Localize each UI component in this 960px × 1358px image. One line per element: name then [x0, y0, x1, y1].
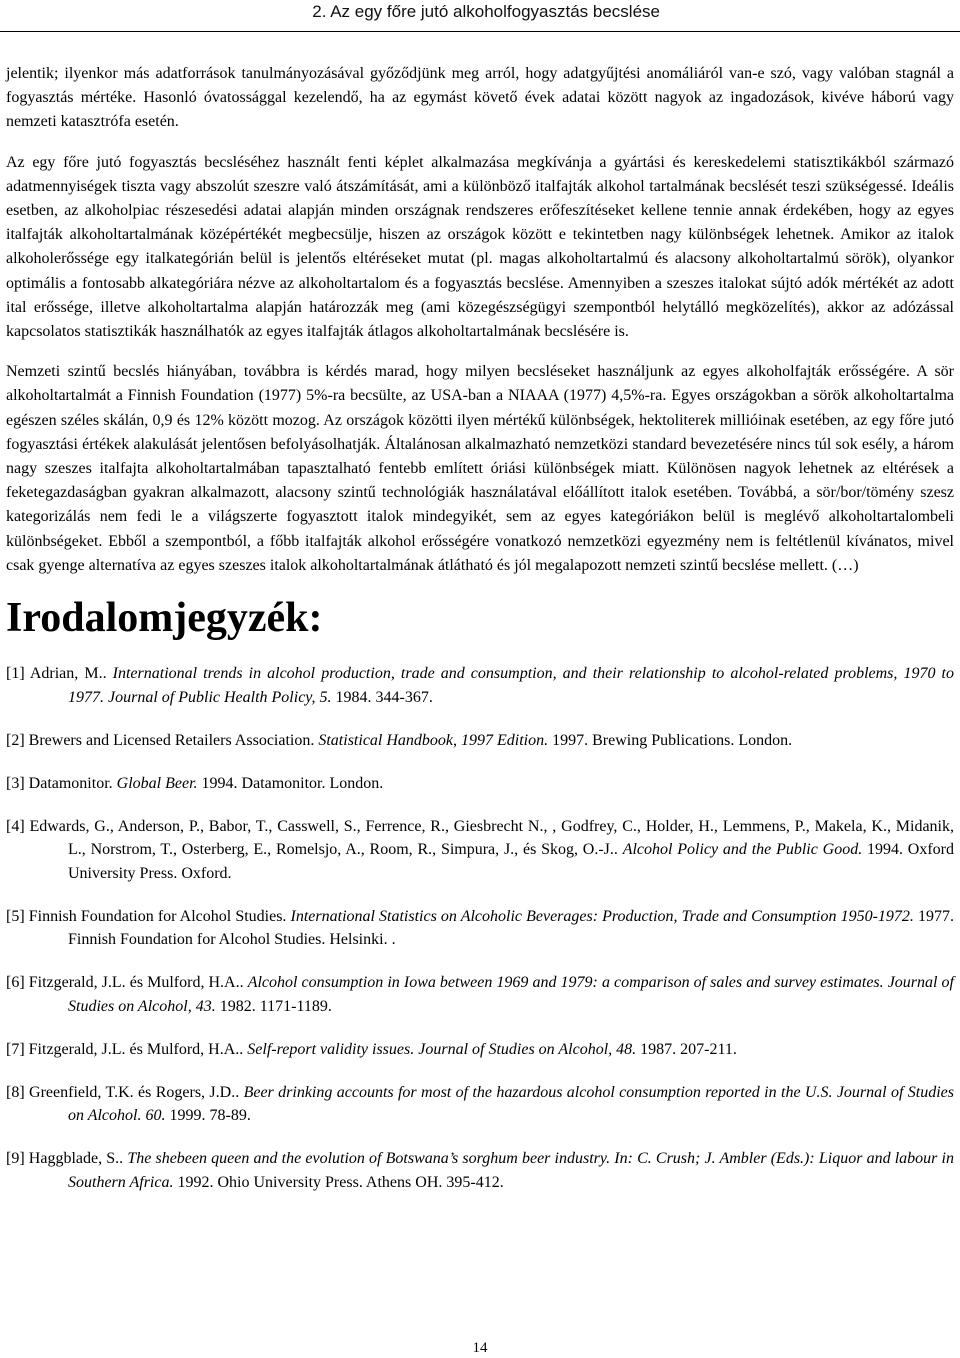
reference-authors: [1] Adrian, M..	[6, 665, 113, 683]
page-header	[0, 0, 960, 36]
reference-authors: [7] Fitzgerald, J.L. és Mulford, H.A..	[6, 1040, 248, 1058]
reference-item	[6, 1038, 954, 1062]
running-header-title: 2. Az egy főre jutó alkoholfogyasztás becslése	[312, 2, 660, 21]
reference-publication: 1987. 207-211.	[636, 1040, 737, 1058]
reference-title: The shebeen queen and the evolution of Botswana’s sorghum beer industry. In: C. Crush; J. Ambler (Eds.): Liquor and labour in Southern Africa.	[68, 1150, 955, 1191]
reference-title: Statistical Handbook, 1997 Edition.	[318, 731, 549, 749]
paragraph-1: jelentik; ilyenkor más adatforrások tanulmányozásával győződjünk meg arról, hogy adatgyűjtési anomáliáról van-e szó, vagy valóban stagnál a fogyasztás mértéke. Hasonló óvatossággal kezelendő, ha az egymást követő évek adatai között nagyok az ingadozások, kivéve háború vagy nemzeti katasztrófa esetén.	[6, 65, 954, 131]
reference-list	[6, 662, 954, 1194]
reference-publication: 1999. 78-89.	[165, 1107, 251, 1125]
reference-authors: [4] Edwards, G., Anderson, P., Babor, T., Casswell, S., Ferrence, R., Giesbrecht N., , Godfrey, C., Holder, H., Lemmens, P., Makela, K., Midanik, L., Norstrom, T., Osterberg, E., Romelsjo, A., Room, R., Simpura, J., és Skog, O.-J..	[6, 817, 954, 859]
reference-title: Self-report validity issues. Journal of Studies on Alcohol, 48.	[247, 1040, 637, 1058]
reference-publication: 1997. Brewing Publications. London.	[548, 731, 793, 749]
reference-item	[6, 662, 954, 709]
reference-publication: 1994. Oxford University Press. Oxford.	[68, 841, 954, 882]
document-body	[6, 62, 954, 1214]
reference-item	[6, 1081, 954, 1128]
reference-item	[6, 971, 954, 1018]
reference-authors: [8] Greenfield, T.K. és Rogers, J.D..	[6, 1083, 244, 1101]
header-divider	[0, 31, 960, 32]
reference-title: International Statistics on Alcoholic Beverages: Production, Trade and Consumption 1950-1972.	[290, 907, 914, 925]
reference-authors: [6] Fitzgerald, J.L. és Mulford, H.A..	[6, 974, 248, 992]
reference-publication: 1982. 1171-1189.	[215, 997, 332, 1015]
page-number: 14	[472, 1340, 488, 1356]
reference-publication: 1984. 344-367.	[331, 688, 433, 706]
reference-authors: [9] Haggblade, S..	[6, 1150, 128, 1168]
reference-authors: [5] Finnish Foundation for Alcohol Studies.	[6, 907, 291, 925]
reference-title: Beer drinking accounts for most of the hazardous alcohol consumption reported in the U.S. Journal of Studies on Alcohol. 60.	[68, 1083, 955, 1125]
reference-publication: 1977. Finnish Foundation for Alcohol Studies. Helsinki. .	[68, 907, 954, 949]
reference-item	[6, 1147, 954, 1194]
reference-item	[6, 815, 954, 886]
paragraph-3: Nemzeti szintű becslés hiányában, továbbra is kérdés marad, hogy milyen becsléseket használjunk az egyes alkoholfajták erősségére. A sör alkoholtartalmát a Finnish Foundation (1977) 5%-ra becsülte, az USA-ban a NIAAA (1977) 4,5%-ra. Egyes országokban a sörök alkoholtartalma egészen széles skálán, 0,9 és 12% között mozog. Az országok közötti ilyen mértékű különbségek, hektoliterek millióinak esetében, az egy főre jutó fogyasztási értékek alakulását jelentősen befolyásolhatják. Általánosan alkalmazható nemzetközi standard bevezetésére nincs túl sok esély, a három nagy szeszes italfajta alkoholtartalmában tapasztalható fentebb említett óriási különbségek miatt. Különösen nagyok lehetnek az eltérések a feketegazdaságban gyakran alkalmazott, alacsony szintű technológiák használatával előállított italok esetében. Továbbá, a sör/bor/tömény szesz kategorizálás nem fedi le a világszerte fogyasztott italok mindegyikét, sem az egyes kategóriákon belül is meglévő alkoholtartalombeli különbségeket. Ebből a szempontból, a főbb italfajták alkohol erősségére vonatkozó nemzetközi egyezmény nem is feltétlenül kívánatos, mivel csak gyenge alternatíva az egyes szeszes italok alkoholtartalmának átlátható és jól megalapozott nemzeti szintű becslése mellett. (…)	[6, 363, 954, 574]
reference-authors: [3] Datamonitor.	[6, 774, 117, 792]
reference-authors: [2] Brewers and Licensed Retailers Association.	[6, 731, 319, 749]
reference-item	[6, 905, 954, 952]
reference-title: International trends in alcohol production, trade and consumption, and their relationship to alcohol-related problems, 1970 to 1977. Journal of Public Health Policy, 5.	[68, 665, 954, 706]
paragraph-2: Az egy főre jutó fogyasztás becsléséhez használt fenti képlet alkalmazása megkívánja a gyártási és kereskedelemi statisztikákból származó adatmennyiségek tiszta vagy abszolút szeszre való átszámítását, ami a különböző italfajták alkohol tartalmának becslését teszi szükségessé. Ideális esetben, az alkoholpiac részesedési adatai alapján minden országnak rendszeres erőfeszítéseket kellene tennie annak érdekében, hogy az egyes italfajták alkoholtartalmának középértékét megbecsülje, hiszen az országok között e tekintetben nagy különbségek lehetnek. Amikor az italok alkoholerőssége egy italkategórián belül is jelentős eltéréseket mutat (pl. magas alkoholtartalmú és alacsony alkoholtartalmú sörök), olyankor optimális a fontosabb alkategóriára nézve az alkoholtartalom és a fogyasztás becslése. Amennyiben a szeszes italokat sújtó adók mértékét az adott ital erőssége, illetve alkoholtartalma alapján határozzák meg (ami közegészségügyi szempontból helytálló megközelítés), akkor az adózással kapcsolatos statisztikák használhatók az egyes italfajták átlagos alkoholtartalmának becslésére is.	[6, 153, 954, 341]
reference-title: Alcohol consumption in Iowa between 1969 and 1979: a comparison of sales and survey estimates. Journal of Studies on Alcohol, 43.	[68, 974, 954, 1015]
reference-item	[6, 729, 954, 753]
reference-publication: 1992. Ohio University Press. Athens OH. 395-412.	[173, 1173, 504, 1191]
reference-title: Alcohol Policy and the Public Good.	[622, 841, 863, 859]
bibliography-heading: Irodalomjegyzék:	[6, 595, 323, 642]
reference-item	[6, 772, 954, 796]
reference-title: Global Beer.	[116, 774, 198, 792]
reference-publication: 1994. Datamonitor. London.	[197, 774, 384, 792]
